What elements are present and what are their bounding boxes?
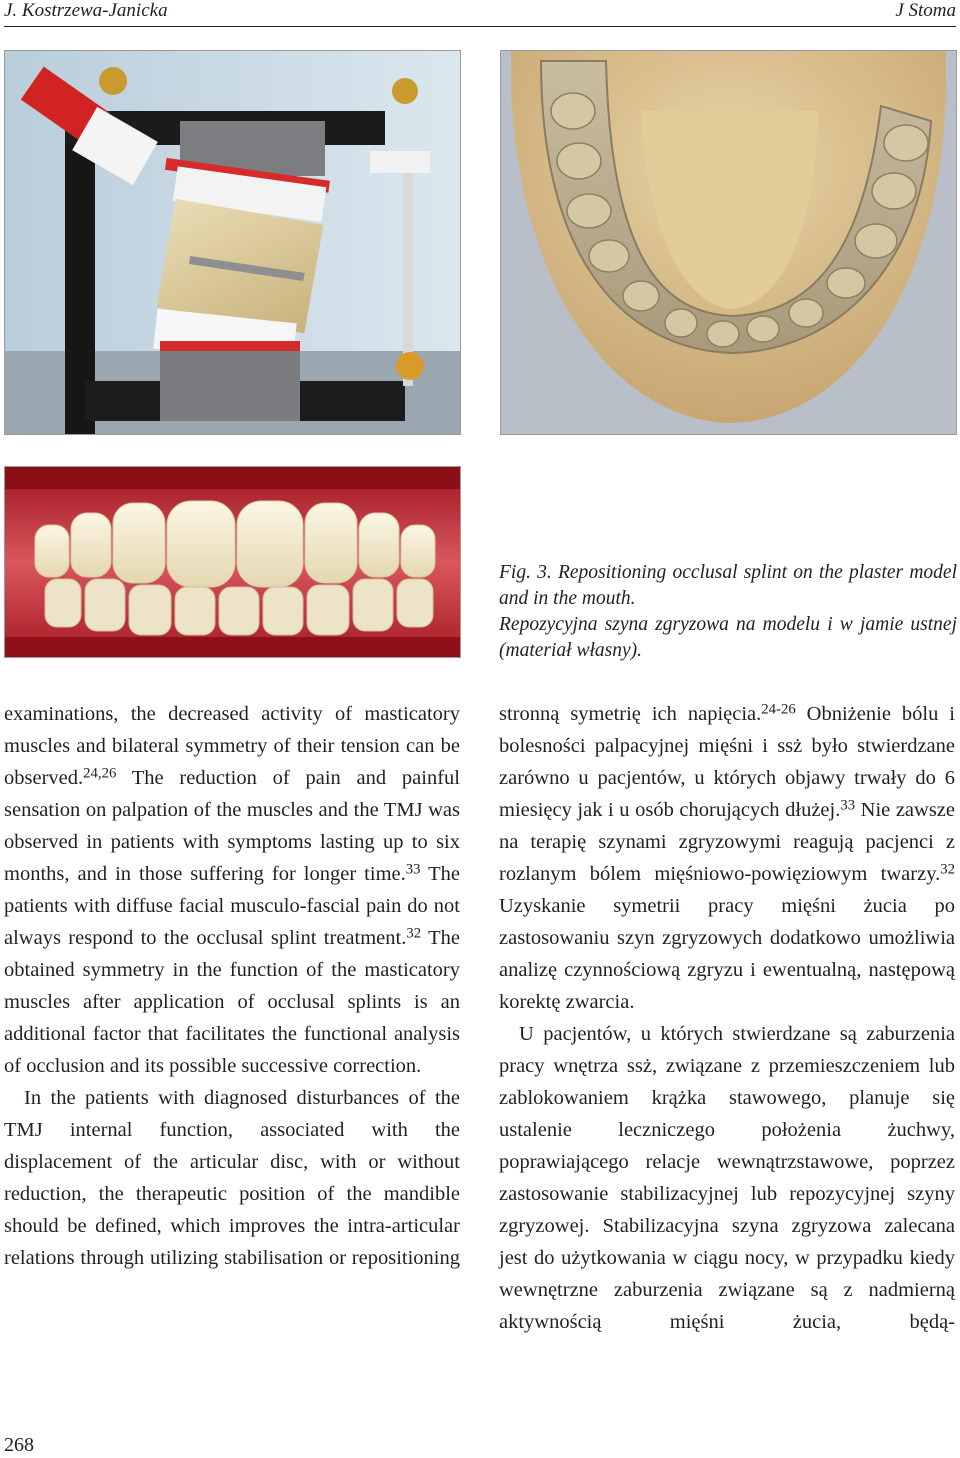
citation: 24,26 <box>83 765 117 782</box>
splint-model-photo <box>500 50 957 435</box>
text-run: Uzyskanie symetrii pracy mięśni żucia po zastosowaniu szyn zgryzowych dodatkowo umożliwia analizę czynnościową zgryzu i ewentualną, następową korektę zwarcia. <box>499 895 955 1013</box>
articulator-photo <box>4 50 461 435</box>
header-journal: J Stoma <box>895 0 956 21</box>
left-paragraph-2: In the patients with diagnosed disturbances of the TMJ internal function, associated with the displacement of the articular disc, with or without reduction, the therapeutic position of the mandible should be defined, which improves the intra-articular relations through utilizing stabilisation or repositioning <box>4 1087 460 1269</box>
right-column-polish <box>499 698 955 1338</box>
caption-polish: Repozycyjna szyna zgryzowa na modelu i w jamie ustnej (materiał własny). <box>499 614 957 661</box>
left-paragraph-1 <box>4 698 460 1082</box>
citation: 24-26 <box>761 701 796 718</box>
citation: 32 <box>940 861 955 878</box>
caption-english: Fig. 3. Repositioning occlusal splint on the plaster model and in the mouth. <box>499 562 957 609</box>
text-run: The patients with diffuse facial musculo-fascial pain do not always respond to the occlusal splint treatment. <box>4 863 460 949</box>
figure-caption <box>499 560 957 664</box>
right-paragraph-2: U pacjentów, u których stwierdzane są zaburzenia pracy wnętrza ssż, związane z przemieszczeniem lub zablokowaniem krążka stawowego, planuje się ustalenie leczniczego położenia żuchwy, poprawiającego relacje wewnątrzstawowe, poprzez zastosowanie stabilizacyjnej lub repozycyjnej szyny zgryzowej. Stabilizacyjna szyna zgryzowa zalecana jest do użytkowania w ciągu nocy, w przypadku kiedy wewnętrzne zaburzenia związane są z nadmierną aktywnością mięśni żucia, będą- <box>499 1023 955 1333</box>
citation: 33 <box>840 797 856 814</box>
right-paragraph-1 <box>499 698 955 1018</box>
text-run: stronną symetrię ich napięcia. <box>499 703 762 725</box>
text-run: Obniżenie bólu i bolesności palpacyjnej mięśni i ssż było stwierdzane zarówno u pacjentów, u których objawy trwały do 6 miesięcy jak i u osób chorujących dłużej. <box>499 703 955 821</box>
mouth-photo <box>4 466 461 658</box>
left-column-english <box>4 698 460 1274</box>
header-author: J. Kostrzewa-Janicka <box>4 0 168 21</box>
citation: 32 <box>406 925 422 942</box>
citation: 33 <box>405 861 421 878</box>
text-run: The reduction of pain and painful sensation on palpation of the muscles and the TMJ was observed in patients with symptoms lasting up to six months, and in those suffering for longer time. <box>4 767 460 885</box>
page-number: 268 <box>4 1434 34 1456</box>
running-head <box>4 0 956 27</box>
text-run: Nie zawsze na terapię szynami zgryzowymi reagują pacjenci z rozlanym bólem mięśniowo-powięziowym twarzy. <box>499 799 955 885</box>
text-run: The obtained symmetry in the function of the masticatory muscles after application of occlusal splints is an additional factor that facilitates the functional analysis of occlusion and its possible successive correction. <box>4 927 460 1077</box>
text-run: examinations, the decreased activity of masticatory muscles and bilateral symmetry of their tension can be observed. <box>4 703 460 789</box>
